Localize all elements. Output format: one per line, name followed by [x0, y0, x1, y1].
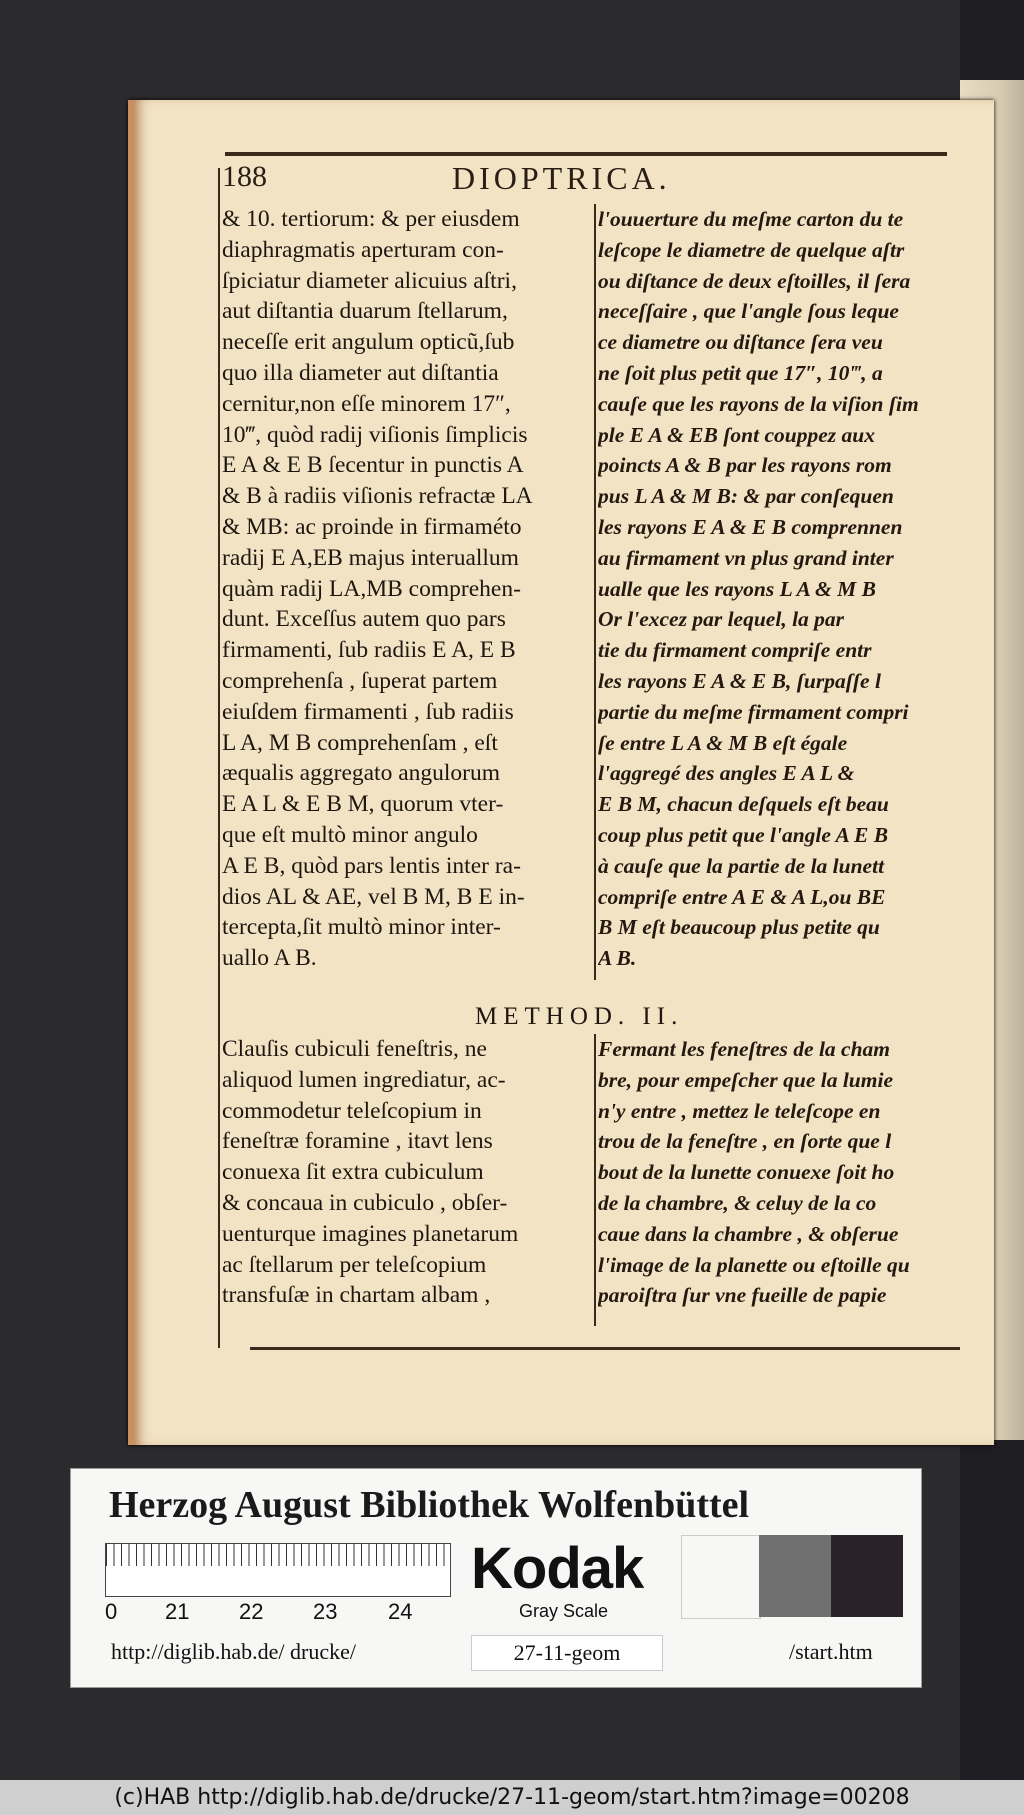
text-line: coup plus petit que l'angle A E B — [598, 822, 889, 847]
text-line: l'aggregé des angles E A L & — [598, 761, 855, 786]
text-line: 10‴, quòd radij viſionis ſimplicis — [222, 421, 528, 448]
text-line: bout de la lunette conuexe ſoit ho — [598, 1160, 895, 1185]
text-line: B M eſt beaucoup plus petite qu — [598, 915, 880, 940]
library-target-card — [70, 1468, 922, 1688]
text-line: E B M, chacun deſquels eſt beau — [598, 792, 889, 817]
text-line: au firmament vn plus grand inter — [598, 545, 894, 570]
page-number: 188 — [222, 160, 267, 193]
text-line: ne ſoit plus petit que 17″, 10‴, a — [598, 360, 883, 385]
text-line: bre, pour empeſcher que la lumie — [598, 1067, 894, 1092]
text-line: aut diſtantia duarum ſtellarum, — [222, 298, 508, 325]
latin-column-upper — [222, 204, 592, 974]
text-line: ſe entre L A & M B eſt égale — [598, 730, 848, 755]
text-line: caue dans la chambre , & obſerue — [598, 1221, 899, 1246]
text-line: ualle que les rayons L A & M B — [598, 576, 876, 601]
text-line: ce diametre ou diſtance ſera veu — [598, 330, 883, 355]
text-line: que eſt multò minor angulo — [222, 821, 478, 848]
column-divider-lower — [594, 1034, 596, 1326]
text-line: eiuſdem firmamenti , ſub radiis — [222, 698, 514, 725]
text-line: ſpiciatur diameter alicuius aſtri, — [222, 267, 517, 294]
url-left: http://diglib.hab.de/ drucke/ — [111, 1639, 357, 1664]
footer-rule — [250, 1347, 960, 1350]
text-line: pus L A & M B: & par conſequen — [598, 484, 894, 509]
text-line: ac ſtellarum per teleſcopium — [222, 1251, 487, 1278]
text-line: & 10. tertiorum: & per eiusdem — [222, 206, 520, 232]
french-column-lower — [598, 1034, 958, 1311]
text-line: ou diſtance de deux eſtoilles, il ſera — [598, 268, 911, 293]
swatch-gray — [759, 1535, 831, 1617]
french-column-upper — [598, 204, 958, 974]
text-line: partie du meſme firmament compri — [598, 699, 909, 724]
text-line: commodetur teleſcopium in — [222, 1097, 482, 1124]
text-line: diaphragmatis aperturam con- — [222, 236, 504, 263]
swatch-white — [681, 1535, 761, 1619]
text-line: & B à radiis viſionis refractæ LA — [222, 483, 533, 510]
text-line: paroiſtra ſur vne fueille de papie — [598, 1283, 887, 1308]
text-line: neceſſaire , que l'angle ſous leque — [598, 299, 899, 324]
text-line: feneſtræ foramine , itavt lens — [222, 1128, 493, 1155]
text-line: uallo A B. — [222, 945, 317, 972]
ruler-label: 24 — [388, 1599, 413, 1624]
text-line: cernitur,non eſſe minorem 17″, — [222, 390, 511, 417]
text-line: uenturque imagines planetarum — [222, 1220, 519, 1247]
text-line: les rayons E A & E B comprennen — [598, 514, 903, 539]
text-line: leſcope le diametre de quelque aſtr — [598, 237, 905, 262]
text-line: & concaua in cubiculo , obſer- — [222, 1189, 508, 1216]
text-line: conuexa ſit extra cubiculum — [222, 1159, 484, 1186]
section-heading: METHOD. II. — [475, 1003, 684, 1030]
ruler — [105, 1543, 451, 1597]
text-line: poincts A & B par les rayons rom — [598, 453, 892, 478]
text-line: les rayons E A & E B, ſurpaſſe l — [598, 668, 881, 693]
text-line: à cauſe que la partie de la lunett — [598, 853, 885, 878]
text-line: l'image de la planette ou eſtoille qu — [598, 1252, 910, 1277]
page-header — [222, 160, 952, 202]
copyright-footer: (c)HAB http://diglib.hab.de/drucke/27-11-geom/start.htm?image=00208 — [0, 1780, 1024, 1815]
text-line: quàm radij LA,MB comprehen- — [222, 575, 521, 602]
text-line: Fermant les feneſtres de la cham — [598, 1037, 891, 1061]
text-line: compriſe entre A E & A L,ou BE — [598, 884, 886, 909]
ruler-label: 21 — [165, 1599, 190, 1624]
text-line: quo illa diameter aut diſtantia — [222, 359, 499, 386]
text-line: n'y entre , mettez le teleſcope en — [598, 1098, 881, 1123]
swatch-dark — [831, 1535, 903, 1617]
url-middle: 27-11-geom — [471, 1635, 663, 1671]
text-line: & MB: ac proinde in firmaméto — [222, 513, 522, 540]
running-head: DIOPTRICA. — [452, 160, 671, 196]
ruler-label: 23 — [313, 1599, 338, 1624]
gray-scale-label: Gray Scale — [519, 1601, 609, 1621]
text-line: dunt. Exceſſus autem quo pars — [222, 606, 506, 633]
text-line: cauſe que les rayons de la viſion ſim — [598, 391, 919, 416]
text-line: comprehenſa , ſuperat partem — [222, 667, 498, 694]
text-line: æqualis aggregato angulorum — [222, 760, 501, 787]
text-line: radij E A,EB majus interuallum — [222, 544, 519, 571]
url-right: /start.htm — [789, 1639, 873, 1664]
text-line: A B. — [598, 946, 637, 971]
text-line: aliquod lumen ingrediatur, ac- — [222, 1066, 506, 1093]
text-line: A E B, quòd pars lentis inter ra- — [222, 852, 521, 879]
text-line: firmamenti, ſub radiis E A, E B — [222, 637, 516, 664]
text-line: L A, M B comprehenſam , eſt — [222, 729, 498, 756]
kodak-logo: Kodak — [471, 1536, 644, 1601]
text-line: neceſſe erit angulum opticũ,ſub — [222, 329, 515, 356]
text-line: E A & E B ſecentur in punctis A — [222, 452, 524, 479]
latin-column-lower — [222, 1034, 592, 1311]
text-line: l'ouuerture du meſme carton du te — [598, 207, 904, 231]
text-line: transfuſæ in chartam albam , — [222, 1282, 491, 1309]
text-line: trou de la feneſtre , en ſorte que l — [598, 1129, 892, 1154]
text-line: tie du firmament compriſe entr — [598, 638, 872, 663]
ruler-label: 0 — [105, 1599, 118, 1624]
text-line: Or l'excez par lequel, la par — [598, 607, 845, 632]
ruler-label: 22 — [239, 1599, 264, 1624]
library-title: Herzog August Bibliothek Wolfenbüttel — [109, 1484, 750, 1526]
header-rule — [225, 152, 947, 156]
column-divider-upper — [594, 204, 596, 980]
text-line: tercepta,ſit multò minor inter- — [222, 914, 501, 941]
text-line: dios AL & AE, vel B M, B E in- — [222, 883, 525, 910]
text-line: E A L & E B M, quorum vter- — [222, 791, 504, 818]
left-margin-rule — [218, 168, 220, 1348]
text-line: Clauſis cubiculi feneſtris, ne — [222, 1036, 487, 1062]
text-line: ple E A & EB ſont couppez aux — [598, 422, 875, 447]
text-line: de la chambre, & celuy de la co — [598, 1190, 877, 1215]
